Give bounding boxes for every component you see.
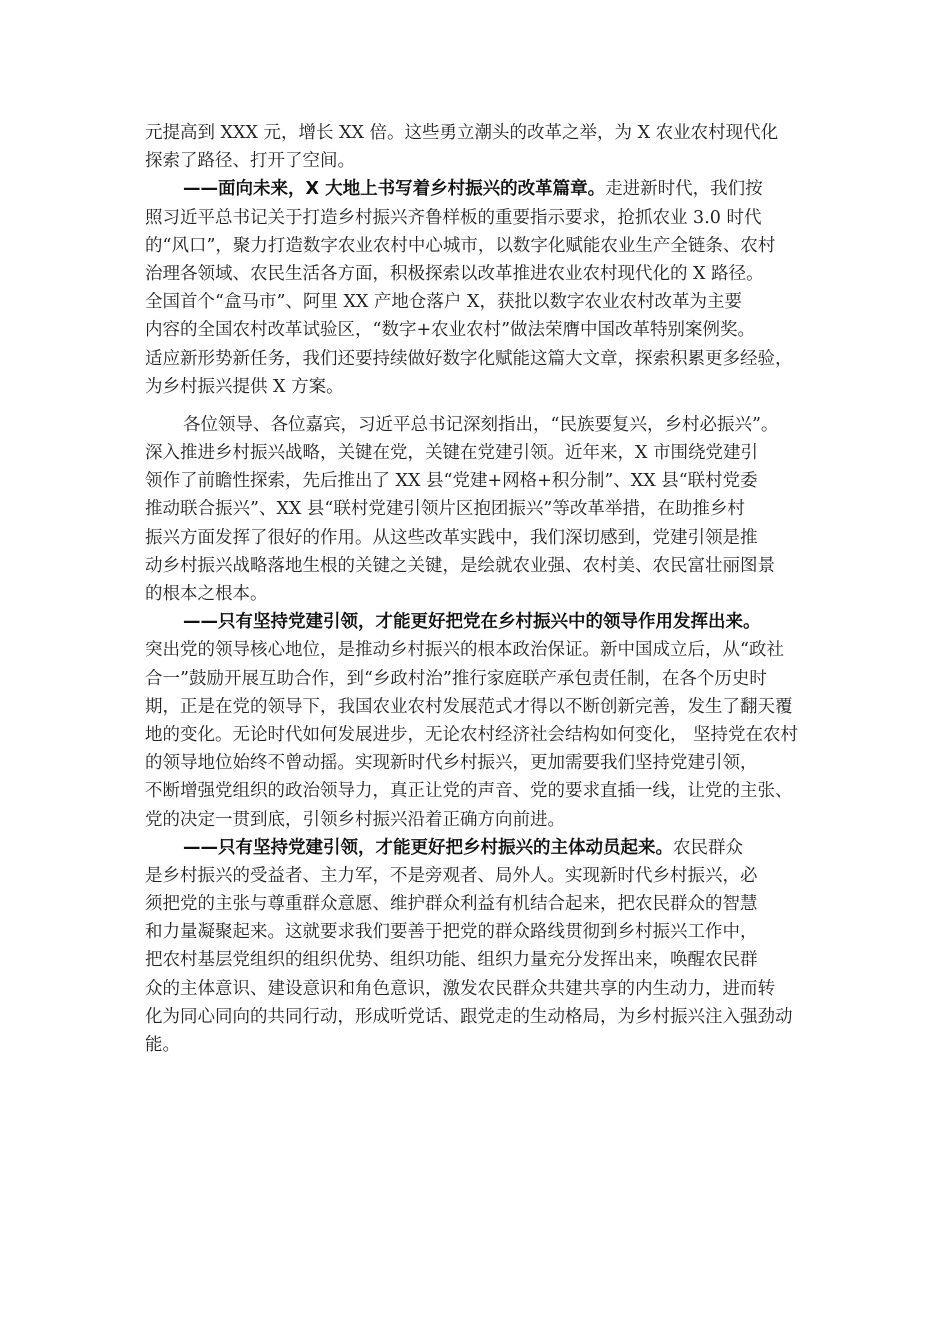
text-line — [145, 316, 813, 344]
text-line — [145, 175, 813, 203]
body-text: 推动联合振兴”、XX 县“联村党建引领片区抱团振兴”等改革举措，在助推乡村 — [145, 499, 745, 520]
body-text: 领作了前瞻性探索，先后推出了 XX 县“党建+网格+积分制”、XX 县“联村党委 — [145, 471, 758, 492]
body-text: 期，正是在党的领导下，我国农业农村发展范式才得以不断创新完善，发生了翻天覆 — [145, 696, 793, 717]
text-line — [145, 495, 813, 523]
text-line — [145, 580, 813, 608]
document-body — [145, 119, 813, 1059]
bold-heading-text: ——只有坚持党建引领，才能更好把乡村振兴的主体动员起来。 — [183, 837, 673, 858]
text-line — [145, 524, 813, 552]
body-text: 党的决定一贯到底，引领乡村振兴沿着正确方向前进。 — [145, 809, 565, 830]
text-line — [145, 834, 813, 862]
text-line — [145, 1003, 813, 1031]
body-text: 各位领导、各位嘉宾，习近平总书记深刻指出，“民族要复兴，乡村必振兴”。 — [183, 414, 779, 435]
text-line — [145, 552, 813, 580]
text-line — [145, 806, 813, 834]
body-text: 内容的全国农村改革试验区，“数字+农业农村”做法荣膺中国改革特别案例奖。 — [145, 320, 756, 341]
body-text: 和力量凝聚起来。这就要求我们要善于把党的群众路线贯彻到乡村振兴工作中， — [145, 922, 758, 943]
text-line — [145, 1031, 813, 1059]
body-text: 合一”鼓励开展互助合作，到“乡政村治”推行家庭联产承包责任制，在各个历史时 — [145, 668, 767, 689]
text-line — [145, 373, 813, 401]
body-text: 须把党的主张与尊重群众意愿、维护群众利益有机结合起来，把农民群众的智慧 — [145, 894, 758, 915]
paragraph — [145, 119, 813, 175]
body-text: 不断增强党组织的政治领导力，真正让党的声音、党的要求直插一线，让党的主张、 — [145, 781, 793, 802]
body-text: 地的变化。无论时代如何发展进步，无论农村经济社会结构如何变化， 坚持党在农村 — [145, 724, 799, 745]
body-text: 农民群众 — [673, 837, 743, 858]
body-text: 能。 — [145, 1035, 180, 1055]
body-text: 众的主体意识、建设意识和角色意识，激发农民群众共建共享的内生动力，进而转 — [145, 978, 775, 999]
text-line — [145, 890, 813, 918]
paragraph — [145, 175, 813, 401]
text-line — [145, 345, 813, 373]
text-line — [145, 411, 813, 439]
bold-heading-text: ——只有坚持党建引领，才能更好把党在乡村振兴中的领导作用发挥出来。 — [183, 612, 761, 633]
body-text: 探索了路径、打开了空间。 — [145, 151, 355, 172]
text-line — [145, 439, 813, 467]
body-text: 把农村基层党组织的组织优势、组织功能、组织力量充分发挥出来，唤醒农民群 — [145, 950, 758, 971]
body-text: 全国首个“盒马市”、阿里 XX 产地仓落户 X，获批以数字农业农村改革为主要 — [145, 292, 742, 313]
text-line — [145, 975, 813, 1003]
text-line — [145, 608, 813, 636]
body-text: 深入推进乡村振兴战略，关键在党，关键在党建引领。近年来，X 市围绕党建引 — [145, 443, 759, 464]
body-text: 化为同心同向的共同行动，形成听党话、跟党走的生动格局，为乡村振兴注入强劲动 — [145, 1006, 793, 1027]
text-line — [145, 288, 813, 316]
body-text: 照习近平总书记关于打造乡村振兴齐鲁样板的重要指示要求，抢抓农业 3.0 时代 — [145, 207, 762, 228]
text-line — [145, 946, 813, 974]
body-text: 治理各领域、农民生活各方面，积极探索以改革推进农业农村现代化的 X 路径。 — [145, 263, 764, 284]
body-text: 突出党的领导核心地位，是推动乡村振兴的根本政治保证。新中国成立后，从“政社 — [145, 640, 784, 661]
body-text: 适应新形势新任务，我们还要持续做好数字化赋能这篇大文章，探索积累更多经验， — [145, 348, 793, 369]
body-text: 是乡村振兴的受益者、主力军，不是旁观者、局外人。实现新时代乡村振兴，必 — [145, 865, 758, 886]
body-text: 的“风口”，聚力打造数字农业农村中心城市，以数字化赋能农业生产全链条、农村 — [145, 235, 776, 256]
text-line — [145, 636, 813, 664]
paragraph — [145, 834, 813, 1060]
text-line — [145, 232, 813, 260]
text-line — [145, 119, 813, 147]
paragraph-gap — [145, 401, 813, 411]
text-line — [145, 147, 813, 175]
body-text: 元提高到 XXX 元，增长 XX 倍。这些勇立潮头的改革之举，为 X 农业农村现代化 — [145, 123, 779, 143]
text-line — [145, 260, 813, 288]
bold-heading-text: ——面向未来，X 大地上书写着乡村振兴的改革篇章。 — [183, 179, 606, 200]
body-text: 的根本之根本。 — [145, 584, 268, 604]
body-text: 走进新时代，我们按 — [605, 179, 763, 200]
paragraph — [145, 411, 813, 608]
text-line — [145, 862, 813, 890]
text-line — [145, 467, 813, 495]
text-line — [145, 204, 813, 232]
text-line — [145, 721, 813, 749]
text-line — [145, 918, 813, 946]
text-line — [145, 777, 813, 805]
text-line — [145, 665, 813, 693]
text-line — [145, 749, 813, 777]
text-line — [145, 693, 813, 721]
paragraph — [145, 608, 813, 834]
body-text: 振兴方面发挥了很好的作用。从这些改革实践中，我们深切感到，党建引领是推 — [145, 527, 758, 548]
body-text: 为乡村振兴提供 X 方案。 — [145, 376, 344, 397]
body-text: 动乡村振兴战略落地生根的关键之关键，是绘就农业强、农村美、农民富壮丽图景 — [145, 555, 775, 576]
body-text: 的领导地位始终不曾动摇。实现新时代乡村振兴，更加需要我们坚持党建引领， — [145, 753, 758, 774]
